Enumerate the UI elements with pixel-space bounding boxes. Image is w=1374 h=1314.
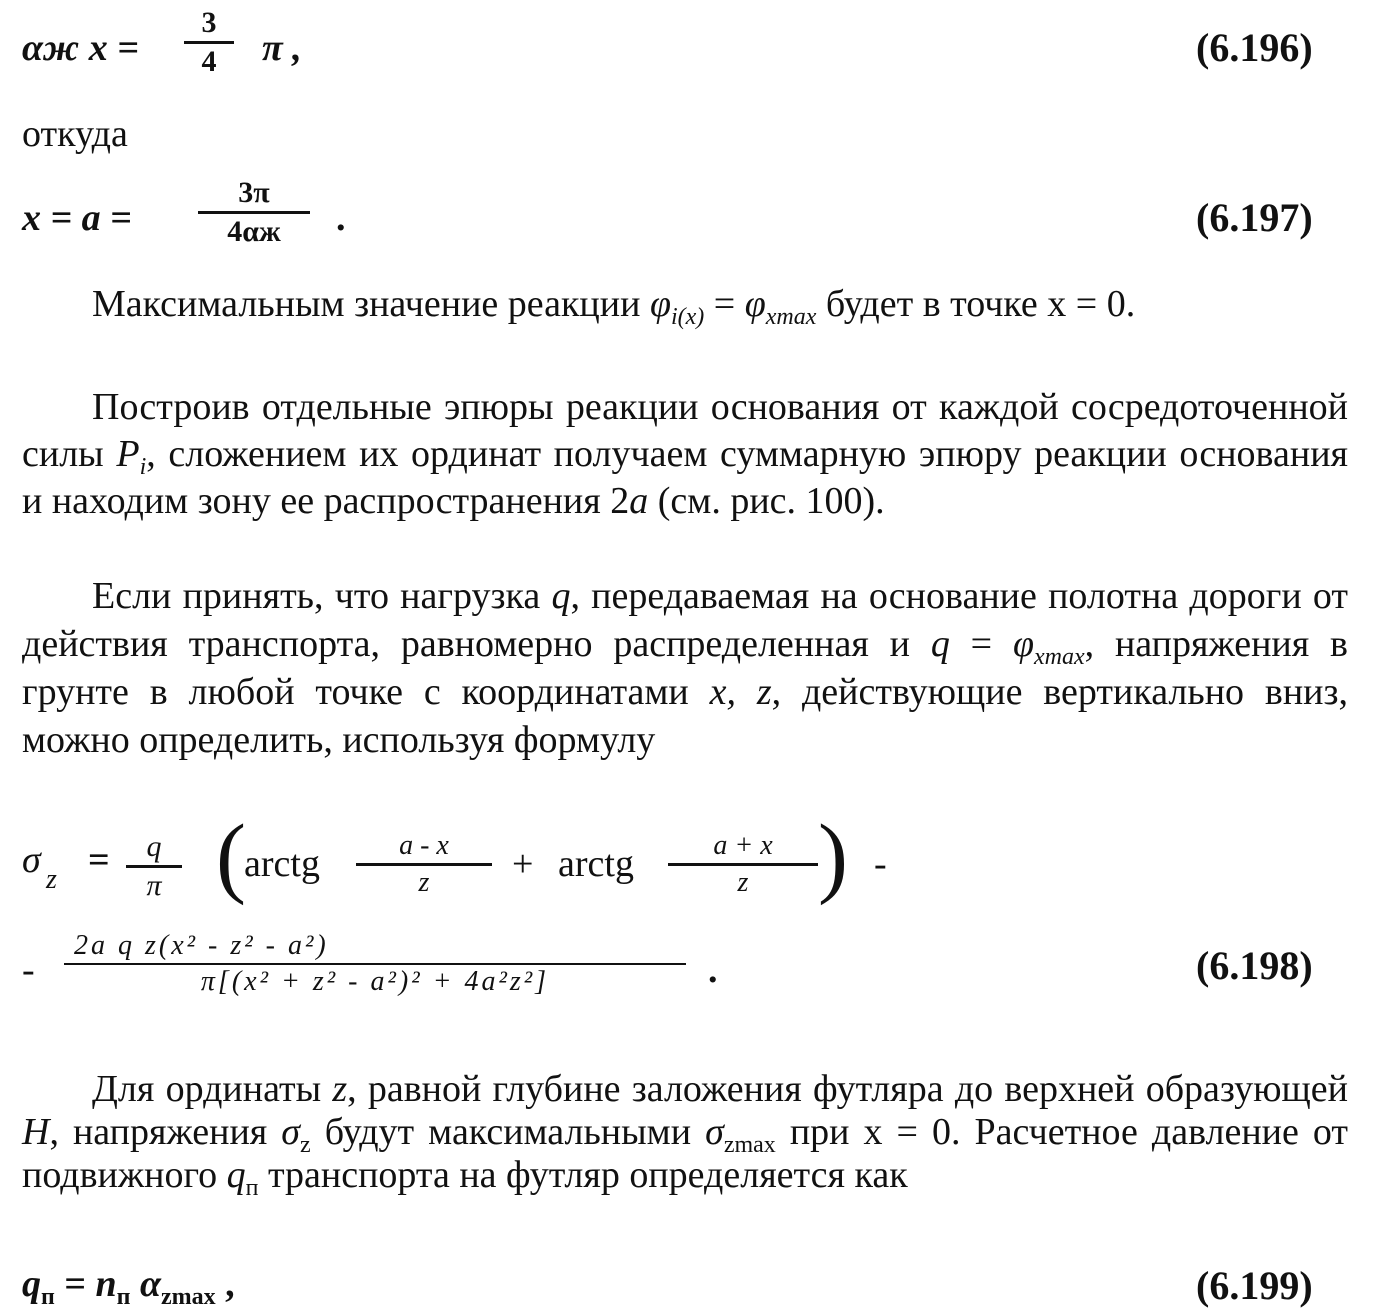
sigma-subscript: z xyxy=(300,1132,311,1158)
eq198-number: (6.198) xyxy=(1196,943,1313,988)
text-otkuda: откуда xyxy=(22,113,128,155)
eq196-numerator: 3 xyxy=(201,6,217,39)
para4-text-b: , равной глубине заложения футляра до верхней образующей xyxy=(347,1068,1348,1110)
para3-text-a: Если принять, что нагрузка xyxy=(92,575,552,617)
H-symbol: H xyxy=(22,1111,50,1153)
eq196-number: (6.196) xyxy=(1196,25,1313,70)
right-paren: ) xyxy=(818,807,848,906)
xz-symbols: x, z xyxy=(709,671,772,713)
phi-symbol: φ xyxy=(649,283,671,325)
arctg-label: arctg xyxy=(558,843,634,885)
sigma-symbol: σ xyxy=(22,839,41,881)
equals-sign: = xyxy=(704,283,745,325)
big-denominator: π[(x² + z² - a²)² + 4a²z²] xyxy=(200,966,550,997)
q-numerator: q xyxy=(146,830,162,863)
equals-sign: = xyxy=(949,623,1013,665)
fraction-denominator: z xyxy=(737,867,749,898)
eq199-expression xyxy=(22,1262,235,1310)
eq196-denominator: 4 xyxy=(201,45,217,78)
fraction-numerator: a - x xyxy=(399,830,449,861)
para4-text-e: при x = 0. Расчетное давление от подвижного xyxy=(22,1111,1348,1196)
fraction-denominator: z xyxy=(418,867,430,898)
fraction-numerator: a + x xyxy=(713,830,773,861)
eq199-number: (6.199) xyxy=(1196,1263,1313,1308)
fraction-bar xyxy=(64,963,686,965)
paragraph-load xyxy=(22,572,1348,764)
sigma-subscript: z xyxy=(46,864,57,895)
fraction-bar xyxy=(126,865,182,868)
q-over-pi-fraction xyxy=(126,832,182,901)
fraction-bar xyxy=(198,211,310,214)
force-symbol: P xyxy=(116,433,140,475)
eq197-rhs: . xyxy=(336,197,346,239)
left-paren: ( xyxy=(216,807,246,906)
q-symbol: q xyxy=(551,575,571,617)
fraction-bar xyxy=(668,863,818,866)
para2-text-a: Построив отдельные эпюры реакции основания от каждой сосредоточенной силы xyxy=(22,386,1348,475)
paragraph-ordinate xyxy=(22,1068,1348,1201)
phi-subscript: xmax xyxy=(765,304,817,330)
plus-sign: + xyxy=(512,843,534,885)
eq197-fraction xyxy=(198,178,310,247)
minus-sign: - xyxy=(22,949,35,991)
fraction-bar xyxy=(356,863,492,866)
q-symbol: q xyxy=(22,1263,41,1305)
q-symbol: q xyxy=(930,623,950,665)
eq197-denominator: 4αж xyxy=(227,215,281,248)
paragraph-diagrams xyxy=(22,384,1348,525)
sigma-symbol: σ xyxy=(705,1111,724,1153)
a-symbol: a xyxy=(629,480,649,522)
para2-text-c: (см. рис. 100). xyxy=(648,480,885,522)
sigma-subscript: zmax xyxy=(723,1132,776,1158)
fraction-a-plus-x xyxy=(668,832,818,897)
phi-symbol: φ xyxy=(1012,623,1034,665)
para1-text-b: будет в точке x = 0. xyxy=(816,283,1136,325)
big-fraction xyxy=(64,932,686,996)
para2-text-b: , сложением их ординат получаем суммарную эпюру реакции основания и находим зону ее распространения 2 xyxy=(22,433,1349,522)
big-numerator: 2a q z(x² - z² - a²) xyxy=(74,930,329,961)
n-subscript: п xyxy=(116,1284,131,1310)
eq196-lhs: αж x = xyxy=(22,27,139,69)
paragraph-max-reaction xyxy=(22,280,1348,328)
eq196-fraction xyxy=(184,8,234,77)
q-subscript: п xyxy=(41,1284,55,1310)
phi-subscript: xmax xyxy=(1033,644,1085,670)
eq197-number: (6.197) xyxy=(1196,195,1313,240)
para3-text-b: , передаваемая на основание полотна дороги от действия транспорта, равномерно распределенная и xyxy=(22,575,1348,665)
n-symbol: n xyxy=(95,1263,117,1305)
eq197-numerator: 3π xyxy=(238,176,270,209)
phi-subscript: i(x) xyxy=(670,304,705,330)
para3-text-d: , действующие вертикально вниз, можно определить, используя формулу xyxy=(22,671,1349,761)
para4-text-a: Для ординаты xyxy=(92,1068,333,1110)
para4-text-c: , напряжения xyxy=(49,1111,282,1153)
alpha-subscript: zmax xyxy=(160,1284,216,1310)
fraction-bar xyxy=(184,41,234,44)
force-subscript: i xyxy=(139,454,147,480)
alpha-symbol: α xyxy=(130,1263,161,1305)
pi-denominator: π xyxy=(146,869,162,902)
arctg-label: arctg xyxy=(244,843,320,885)
fraction-a-minus-x xyxy=(356,832,492,897)
para4-text-d: будут максимальными xyxy=(310,1111,706,1153)
eq197-lhs: x = a = xyxy=(22,197,132,239)
q-symbol: q xyxy=(226,1154,246,1196)
minus-sign: - xyxy=(874,843,887,885)
para4-text-f: транспорта на футляр определяется как xyxy=(258,1154,908,1196)
period: . xyxy=(708,949,718,991)
para1-text-a: Максимальным значение реакции xyxy=(92,283,650,325)
equals-sign: = xyxy=(88,839,110,881)
eq196-rhs: π , xyxy=(262,27,302,69)
para3-text-c: , напряжения в грунте в любой точке с координатами xyxy=(22,623,1349,713)
comma: , xyxy=(215,1263,235,1305)
sigma-symbol: σ xyxy=(281,1111,301,1153)
q-subscript: п xyxy=(245,1175,259,1201)
z-symbol: z xyxy=(332,1068,348,1110)
phi-symbol: φ xyxy=(744,283,766,325)
equals-sign: = xyxy=(54,1263,96,1305)
